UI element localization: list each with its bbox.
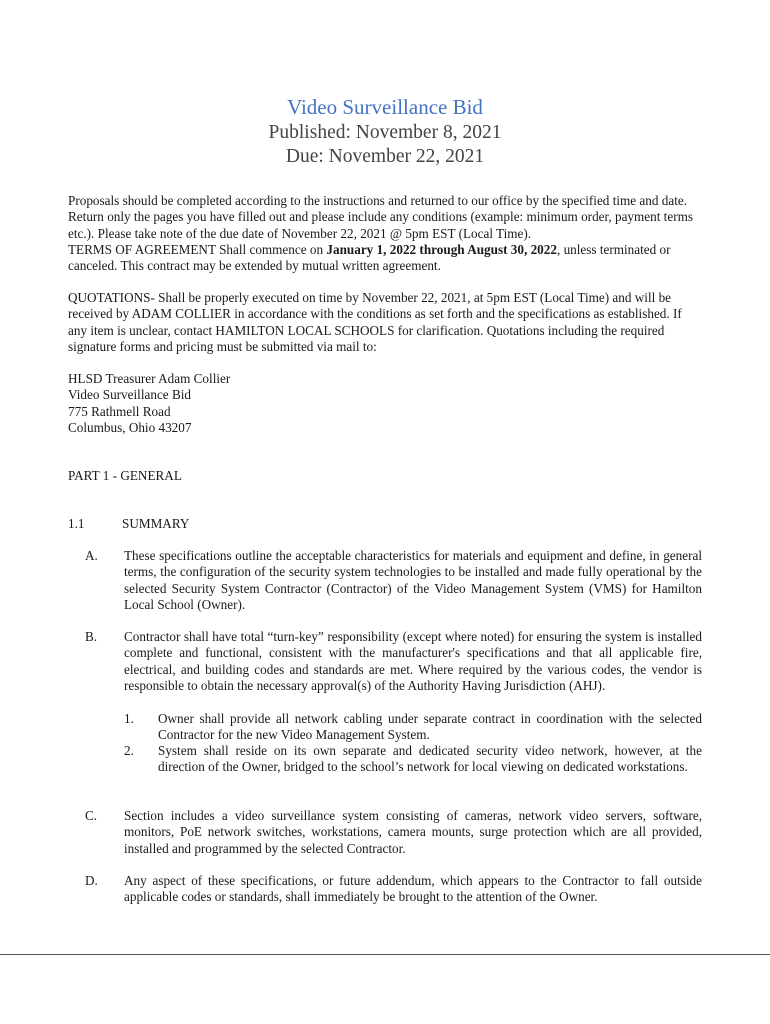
intro-text: Proposals should be completed according to the instructions and returned to our office by the specified time and date. Return only the pages you have filled out and please include any conditions (example: minimum order, payment terms etc.). Please take note of the due date of November 22, 2021 @ 5pm EST (Local Time). [68,193,693,241]
item-letter-a: A. [85,548,98,563]
page-divider [0,954,770,955]
address-line: HLSD Treasurer Adam Collier [68,371,231,386]
subitem-number-2: 2. [124,743,134,758]
section-title: SUMMARY [122,516,190,531]
quotations-paragraph: QUOTATIONS- Shall be properly executed on time by November 22, 2021, at 5pm EST (Local Time) and will be received by ADAM COLLIER in accordance with the conditions as set forth and the specifications as established. If any item is unclear, contact HAMILTON LOCAL SCHOOLS for clarification. Quotations including the required signature forms and pricing must be submitted via mail to: [68,290,682,354]
terms-dates: January 1, 2022 through August 30, 2022 [326,241,557,257]
terms-prefix: TERMS OF AGREEMENT Shall commence on [68,241,327,257]
address-line: 775 Rathmell Road [68,403,171,419]
item-letter-b: B. [85,629,98,644]
item-letter-c: C. [85,808,98,823]
due-date: Due: November 22, 2021 [285,146,485,167]
intro-paragraph [68,193,704,274]
item-letter-d: D. [85,873,98,888]
item-text-a: These specifications outline the acceptable characteristics for materials and equipment and define, in general terms, the configuration of the security system technologies to be installed and made fully operational by the selected Security System Contractor (Contractor) of the Video Management System (VMS) for Hamilton Local School (Owner). [124,548,702,612]
published-date: Published: November 8, 2021 [268,122,502,143]
subitem-text-2: System shall reside on its own separate and dedicated security video network, however, at the direction of the Owner, bridged to the school’s network for local viewing on dedicated workstations. [158,743,702,775]
item-text-c: Section includes a video surveillance system consisting of cameras, network video servers, software, monitors, PoE network switches, workstations, camera mounts, surge protection which are all provided, installed and programmed by the selected Contractor. [124,808,702,856]
terms-suffix: , unless terminated or canceled. This contract may be extended by mutual written agreement. [68,241,671,274]
item-text-b: Contractor shall have total “turn-key” responsibility (except where noted) for ensuring the system is installed complete and functional, consistent with the manufacturer's specifications and that all applicable fire, electrical, and building codes and standards are met. Where required by the various codes, the vendor is responsible to obtain the necessary approval(s) of the Authority Having Jurisdiction (AHJ). [124,629,702,693]
subitem-text-1: Owner shall provide all network cabling under separate contract in coordination with the selected Contractor for the new Video Management System. [158,711,702,743]
address-line: Columbus, Ohio 43207 [68,419,192,435]
document-title: Video Surveillance Bid [287,95,483,119]
subitem-number-1: 1. [124,711,134,726]
item-text-d: Any aspect of these specifications, or future addendum, which appears to the Contractor to fall outside applicable codes or standards, shall immediately be brought to the attention of the Owner. [124,873,702,905]
part-heading: PART 1 - GENERAL [68,468,182,483]
mailing-address [68,371,704,436]
address-line: Video Surveillance Bid [68,387,191,403]
section-number: 1.1 [68,516,85,531]
